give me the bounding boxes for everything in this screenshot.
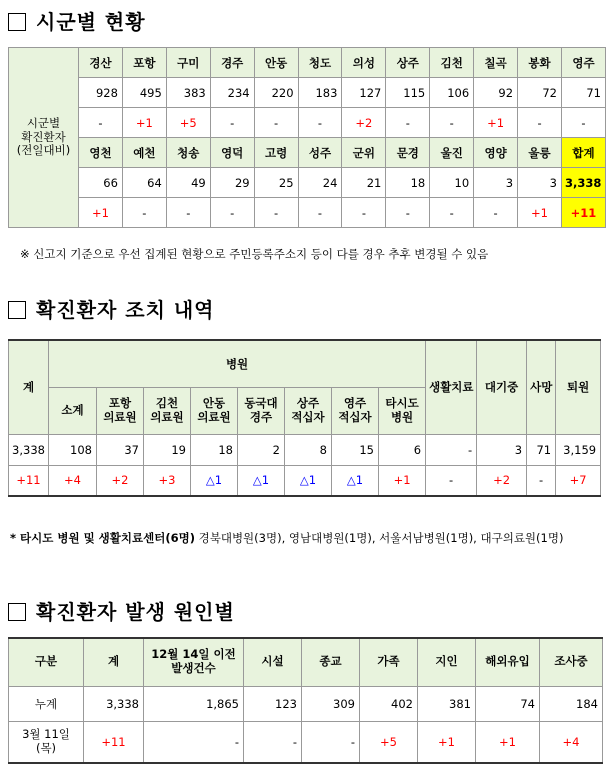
region-count: 10 bbox=[430, 168, 474, 198]
col-hospital-sub: 소계 bbox=[49, 387, 97, 434]
region-delta: +1 bbox=[79, 198, 123, 228]
col-hospital-sub: 상주 적십자 bbox=[285, 387, 332, 434]
region-name: 구미 bbox=[166, 48, 210, 78]
region-count: 383 bbox=[166, 78, 210, 108]
col-hospital-sub: 타시도 병원 bbox=[379, 387, 426, 434]
region-name: 고령 bbox=[254, 138, 298, 168]
col-death: 사망 bbox=[527, 340, 556, 434]
cause-header: 시설 bbox=[244, 638, 302, 686]
treatment-delta: △1 bbox=[285, 465, 332, 496]
treatment-count: 18 bbox=[191, 434, 238, 465]
cause-header: 종교 bbox=[302, 638, 360, 686]
col-hospital-sub: 영주 적십자 bbox=[332, 387, 379, 434]
region-name: 봉화 bbox=[518, 48, 562, 78]
region-name: 울진 bbox=[430, 138, 474, 168]
treatment-delta: +2 bbox=[97, 465, 144, 496]
cause-header: 해외유입 bbox=[476, 638, 540, 686]
treatment-delta: - bbox=[426, 465, 477, 496]
col-hospital-sub: 김천 의료원 bbox=[144, 387, 191, 434]
cause-cumulative: 74 bbox=[476, 686, 540, 721]
region-delta: - bbox=[430, 198, 474, 228]
cause-cumulative: 184 bbox=[540, 686, 603, 721]
region-count: 3 bbox=[518, 168, 562, 198]
region-count: 64 bbox=[122, 168, 166, 198]
region-delta: - bbox=[79, 108, 123, 138]
region-delta: - bbox=[254, 198, 298, 228]
cause-cumulative: 누계 bbox=[9, 686, 84, 721]
treatment-count: 8 bbox=[285, 434, 332, 465]
region-count: 21 bbox=[342, 168, 386, 198]
region-count: 928 bbox=[79, 78, 123, 108]
treatment-delta: - bbox=[527, 465, 556, 496]
section3-title: 확진환자 발생 원인별 bbox=[36, 600, 235, 624]
region-name: 안동 bbox=[254, 48, 298, 78]
region-name: 의성 bbox=[342, 48, 386, 78]
region-delta: - bbox=[474, 198, 518, 228]
region-name: 성주 bbox=[298, 138, 342, 168]
region-name: 예천 bbox=[122, 138, 166, 168]
treatment-delta: +4 bbox=[49, 465, 97, 496]
treatment-delta: +3 bbox=[144, 465, 191, 496]
region-count: 92 bbox=[474, 78, 518, 108]
section2-heading bbox=[8, 294, 215, 323]
region-name: 군위 bbox=[342, 138, 386, 168]
section1-note: ※ 신고지 기준으로 우선 집계된 현황으로 주민등록주소지 등이 다를 경우 추후 변경될 수 있음 bbox=[20, 247, 489, 261]
region-delta: - bbox=[210, 108, 254, 138]
cause-header: 조사중 bbox=[540, 638, 603, 686]
col-released: 퇴원 bbox=[556, 340, 601, 434]
cause-cumulative: 3,338 bbox=[84, 686, 144, 721]
region-delta: - bbox=[298, 108, 342, 138]
section2-title: 확진환자 조치 내역 bbox=[36, 298, 215, 322]
infection-cause-table bbox=[8, 637, 603, 764]
cause-header: 가족 bbox=[360, 638, 418, 686]
region-count: 66 bbox=[79, 168, 123, 198]
cause-date-label: 3월 11일 (목) bbox=[9, 721, 84, 763]
treatment-delta: +11 bbox=[9, 465, 49, 496]
region-name: 문경 bbox=[386, 138, 430, 168]
treatment-delta: +2 bbox=[477, 465, 527, 496]
region-name: 청도 bbox=[298, 48, 342, 78]
region-count: 3 bbox=[474, 168, 518, 198]
region-name: 칠곡 bbox=[474, 48, 518, 78]
region-delta: - bbox=[386, 108, 430, 138]
region-delta: - bbox=[210, 198, 254, 228]
region-count: 24 bbox=[298, 168, 342, 198]
region-count: 106 bbox=[430, 78, 474, 108]
region-delta: +1 bbox=[474, 108, 518, 138]
cause-header: 계 bbox=[84, 638, 144, 686]
cause-cumulative: 402 bbox=[360, 686, 418, 721]
region-name: 청송 bbox=[166, 138, 210, 168]
treatment-delta: +7 bbox=[556, 465, 601, 496]
treatment-count: - bbox=[426, 434, 477, 465]
region-name: 상주 bbox=[386, 48, 430, 78]
region-status-table bbox=[8, 47, 606, 228]
region-delta: - bbox=[254, 108, 298, 138]
region-delta: +1 bbox=[122, 108, 166, 138]
col-hospital-sub: 포항 의료원 bbox=[97, 387, 144, 434]
region-name: 김천 bbox=[430, 48, 474, 78]
region-delta: - bbox=[561, 108, 605, 138]
treatment-count: 3,159 bbox=[556, 434, 601, 465]
cause-cumulative: 123 bbox=[244, 686, 302, 721]
region-count: 3,338 bbox=[561, 168, 605, 198]
region-delta: - bbox=[166, 198, 210, 228]
row-label: 시군별 확진환자 (전일대비) bbox=[9, 48, 79, 228]
cause-delta: +4 bbox=[540, 721, 603, 763]
cause-delta: +5 bbox=[360, 721, 418, 763]
treatment-delta: △1 bbox=[332, 465, 379, 496]
region-delta: - bbox=[298, 198, 342, 228]
checkbox-icon bbox=[8, 603, 26, 621]
cause-delta: +1 bbox=[476, 721, 540, 763]
checkbox-icon bbox=[8, 301, 26, 319]
treatment-count: 3 bbox=[477, 434, 527, 465]
region-count: 71 bbox=[561, 78, 605, 108]
region-name: 울릉 bbox=[518, 138, 562, 168]
treatment-count: 2 bbox=[238, 434, 285, 465]
region-count: 25 bbox=[254, 168, 298, 198]
region-count: 234 bbox=[210, 78, 254, 108]
region-name: 합계 bbox=[561, 138, 605, 168]
cause-delta: - bbox=[302, 721, 360, 763]
region-delta: - bbox=[342, 198, 386, 228]
region-name: 영주 bbox=[561, 48, 605, 78]
cause-delta: - bbox=[244, 721, 302, 763]
treatment-count: 15 bbox=[332, 434, 379, 465]
region-delta: +2 bbox=[342, 108, 386, 138]
region-delta: - bbox=[386, 198, 430, 228]
col-waiting: 대기중 bbox=[477, 340, 527, 434]
treatment-count: 3,338 bbox=[9, 434, 49, 465]
treatment-count: 37 bbox=[97, 434, 144, 465]
treatment-count: 6 bbox=[379, 434, 426, 465]
cause-header: 지인 bbox=[418, 638, 476, 686]
region-delta: +5 bbox=[166, 108, 210, 138]
region-count: 29 bbox=[210, 168, 254, 198]
cause-delta: - bbox=[144, 721, 244, 763]
region-delta: - bbox=[430, 108, 474, 138]
treatment-count: 108 bbox=[49, 434, 97, 465]
section1-heading bbox=[8, 6, 146, 35]
treatment-count: 19 bbox=[144, 434, 191, 465]
region-count: 49 bbox=[166, 168, 210, 198]
region-delta: +11 bbox=[561, 198, 605, 228]
cause-cumulative: 381 bbox=[418, 686, 476, 721]
region-delta: +1 bbox=[518, 198, 562, 228]
cause-cumulative: 309 bbox=[302, 686, 360, 721]
region-name: 경주 bbox=[210, 48, 254, 78]
cause-header: 12월 14일 이전 발생건수 bbox=[144, 638, 244, 686]
region-count: 495 bbox=[122, 78, 166, 108]
col-hospital-sub: 동국대 경주 bbox=[238, 387, 285, 434]
section2-note: * 타시도 병원 및 생활치료센터(6명) 경북대병원(3명), 영남대병원(1명), 서울서남병원(1명), 대구의료원(1명) bbox=[10, 531, 564, 545]
col-hospital-sub: 안동 의료원 bbox=[191, 387, 238, 434]
region-name: 경산 bbox=[79, 48, 123, 78]
region-count: 115 bbox=[386, 78, 430, 108]
cause-delta: +1 bbox=[418, 721, 476, 763]
cause-delta: +11 bbox=[84, 721, 144, 763]
region-count: 183 bbox=[298, 78, 342, 108]
region-count: 220 bbox=[254, 78, 298, 108]
region-count: 72 bbox=[518, 78, 562, 108]
col-life-treatment: 생활치료 bbox=[426, 340, 477, 434]
treatment-delta: △1 bbox=[238, 465, 285, 496]
checkbox-icon bbox=[8, 13, 26, 31]
cause-cumulative: 1,865 bbox=[144, 686, 244, 721]
treatment-delta: △1 bbox=[191, 465, 238, 496]
section3-heading bbox=[8, 596, 235, 625]
region-name: 포항 bbox=[122, 48, 166, 78]
region-count: 127 bbox=[342, 78, 386, 108]
region-count: 18 bbox=[386, 168, 430, 198]
region-name: 영덕 bbox=[210, 138, 254, 168]
treatment-count: 71 bbox=[527, 434, 556, 465]
patient-treatment-table bbox=[8, 339, 601, 497]
section1-title: 시군별 현황 bbox=[36, 10, 146, 34]
treatment-delta: +1 bbox=[379, 465, 426, 496]
col-total: 계 bbox=[9, 340, 49, 434]
region-delta: - bbox=[122, 198, 166, 228]
col-hospital: 병원 bbox=[49, 340, 426, 387]
region-delta: - bbox=[518, 108, 562, 138]
cause-header: 구분 bbox=[9, 638, 84, 686]
region-name: 영천 bbox=[79, 138, 123, 168]
region-name: 영양 bbox=[474, 138, 518, 168]
